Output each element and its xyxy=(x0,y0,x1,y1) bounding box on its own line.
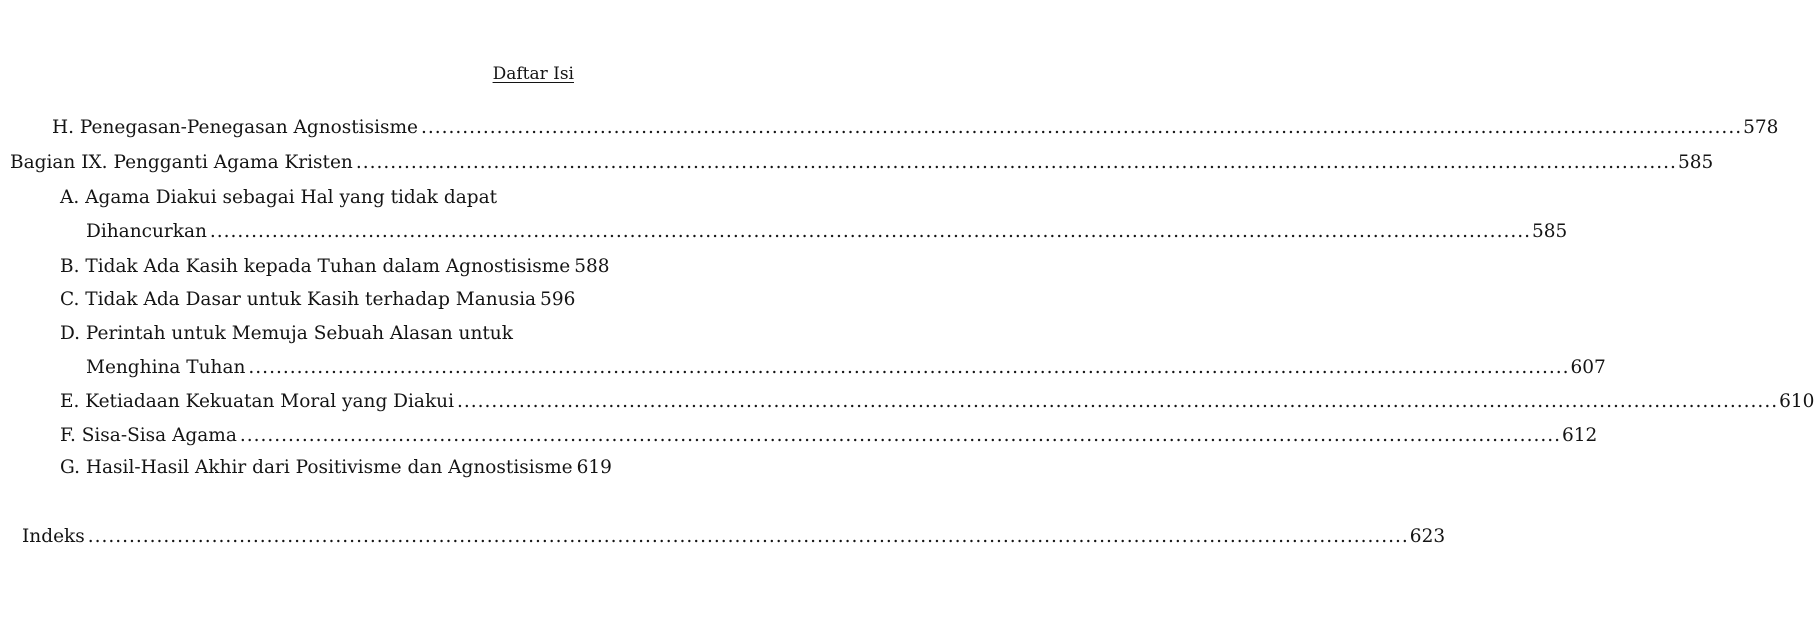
toc-entry-c xyxy=(60,288,576,312)
toc-entry-title: C. Tidak Ada Dasar untuk Kasih terhadap Manusia xyxy=(60,289,537,310)
toc-leader-dots xyxy=(240,424,1561,448)
toc-page-number: 585 xyxy=(1531,221,1568,242)
toc-page-number: 619 xyxy=(576,457,612,478)
toc-entry-h xyxy=(52,116,1779,140)
toc-page-number: 607 xyxy=(1570,357,1606,378)
running-header: Daftar Isi xyxy=(492,64,574,84)
toc-entry-e xyxy=(60,390,1814,414)
toc-page-number: 623 xyxy=(1409,526,1446,547)
toc-page-number: 596 xyxy=(540,289,576,310)
toc-entry-g xyxy=(60,456,612,480)
toc-entry-f xyxy=(60,424,1598,448)
toc-page-number: 612 xyxy=(1561,425,1598,446)
toc-entry-indeks xyxy=(22,525,1446,549)
toc-entry-b xyxy=(60,255,610,279)
toc-page-number: 578 xyxy=(1743,117,1779,138)
toc-leader-dots xyxy=(248,356,1569,380)
toc-entry-a xyxy=(86,220,1568,244)
toc-entry-title: G. Hasil-Hasil Akhir dari Positivisme dan Agnostisisme xyxy=(60,457,573,478)
toc-entry-title: Bagian IX. Pengganti Agama Kristen xyxy=(10,152,353,173)
toc-leader-dots xyxy=(88,525,1409,549)
toc-entry-d-line1: D. Perintah untuk Memuja Sebuah Alasan untuk xyxy=(60,323,513,344)
toc-entry-d xyxy=(86,356,1606,380)
toc-entry-title: H. Penegasan-Penegasan Agnostisisme xyxy=(52,117,418,138)
toc-leader-dots xyxy=(210,220,1531,244)
toc-entry-a-line1: A. Agama Diakui sebagai Hal yang tidak dapat xyxy=(60,187,498,208)
toc-entry-bagian-ix xyxy=(10,151,1714,175)
toc-page-number: 585 xyxy=(1677,152,1714,173)
toc-leader-dots xyxy=(457,390,1778,414)
toc-entry-title: B. Tidak Ada Kasih kepada Tuhan dalam Agnostisisme xyxy=(60,256,571,277)
toc-entry-title: Indeks xyxy=(22,526,85,547)
toc-entry-title: Menghina Tuhan xyxy=(86,357,246,378)
toc-entry-title: F. Sisa-Sisa Agama xyxy=(60,425,237,446)
toc-entry-title: Dihancurkan xyxy=(86,221,207,242)
toc-leader-dots xyxy=(421,116,1742,140)
toc-page-number: 610 xyxy=(1779,391,1814,412)
toc-entry-title: E. Ketiadaan Kekuatan Moral yang Diakui xyxy=(60,391,454,412)
toc-leader-dots xyxy=(356,151,1677,175)
toc-page-number: 588 xyxy=(574,256,610,277)
